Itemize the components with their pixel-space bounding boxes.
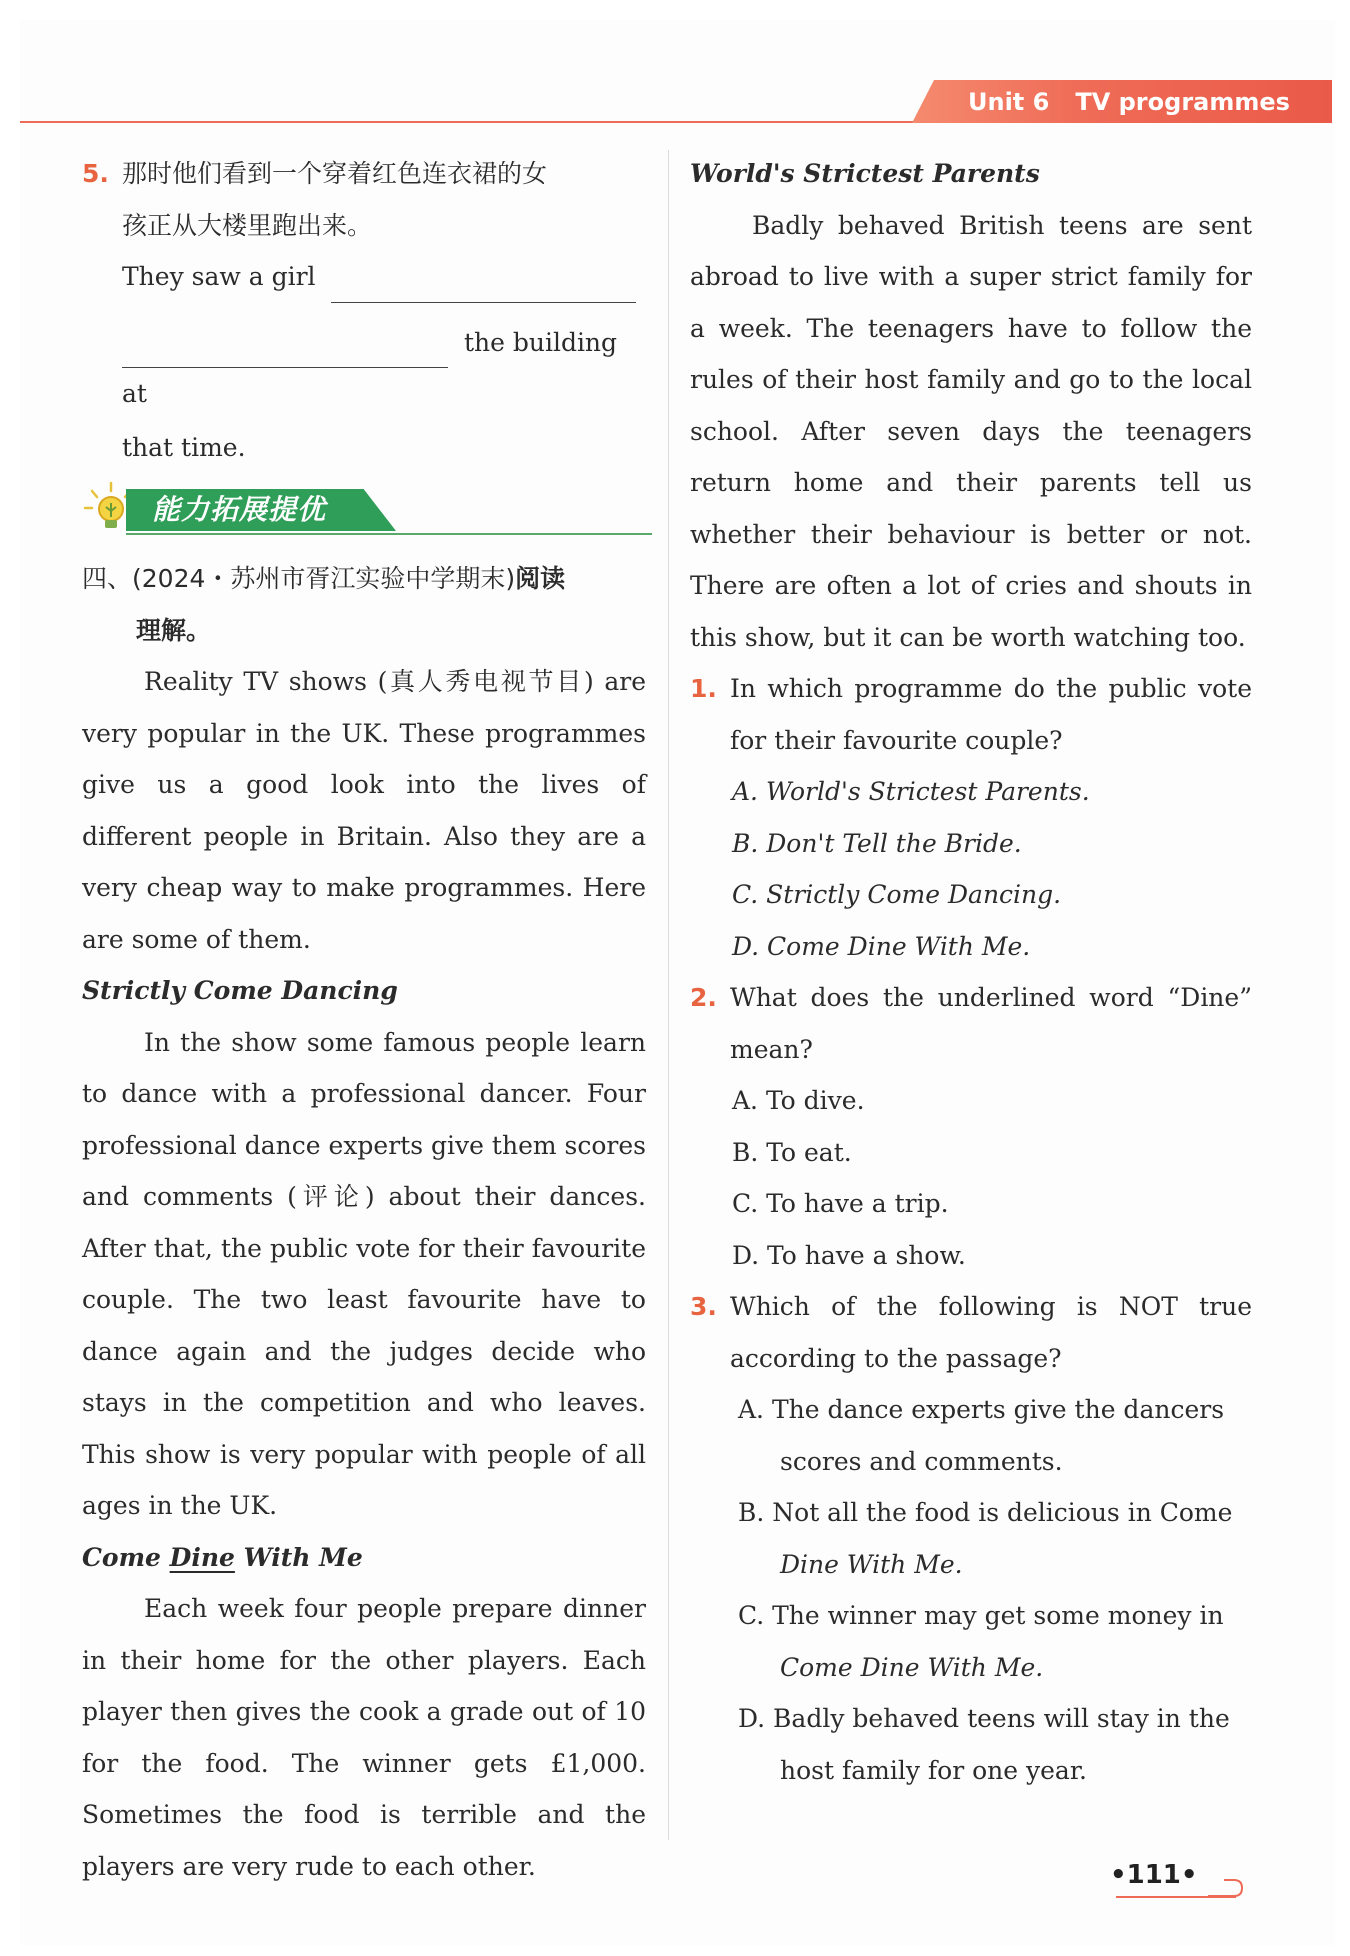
option-3a[interactable] [690,1384,1252,1487]
page-number: •111• [1110,1860,1198,1890]
dine-title-a: Come [82,1542,170,1572]
question-stem: Which of the following is NOT true according to the passage? [730,1292,1252,1373]
option-line: B. Not all the food is delicious in Come [738,1498,1233,1527]
q5-english-line3: that time. [122,432,246,462]
column-divider [668,150,669,1840]
section-title-parents: World's Strictest Parents [690,159,1040,188]
question-stem: In which programme do the public vote for their favourite couple? [730,674,1252,755]
section-four-type-cont: 理解。 [136,615,212,645]
option-line: A. The dance experts give the dancers [738,1395,1225,1424]
banner-rule [126,533,652,535]
passage-parents: Badly behaved British teens are sent abroad to live with a super strict family for a week. The teenagers have to follow the rules of their host family and go to the local school. After seven days the teenagers return home and their parents tell us whether their behaviour is better or not. There are often a lot of cries and shouts in this show, but it can be worth watching too. [690,210,1252,652]
question-1 [690,663,1252,766]
question-number: 2. [690,983,717,1012]
section-title-strictly: Strictly Come Dancing [82,976,398,1005]
dine-underlined-word: Dine [169,1542,235,1572]
option-1d[interactable]: D. Come Dine With Me. [732,931,1031,961]
q5-chinese-line1: 那时他们看到一个穿着红色连衣裙的女 [122,159,548,188]
passage-dine: Each week four people prepare dinner in their home for the other players. Each player then gives the cook a grade out of 10 for the food. The winner gets £1,000. Sometimes the food is terrible and the players are very rude to each other. [82,1594,646,1881]
option-2b[interactable]: B. To eat. [732,1137,852,1167]
unit-label: Unit 6 [968,88,1050,116]
option-line: D. Badly behaved teens will stay in the [738,1704,1230,1733]
option-line: Come Dine With Me. [780,1652,1044,1682]
left-column [82,148,646,1892]
page-curl-icon [1204,1870,1244,1900]
right-column [690,148,1252,1796]
option-2d[interactable]: D. To have a show. [732,1240,966,1270]
passage-strictly: In the show some famous people learn to dance with a professional dancer. Four professional dance experts give them scores and comments (评论) about their dances. After that, the public vote for their favourite couple. The two least favourite have to dance again and the judges decide who stays in the competition and who leaves. This show is very popular with people of all ages in the UK. [82,1027,646,1520]
option-line: scores and comments. [780,1446,1063,1476]
section-four-source: 四、(2024・苏州市胥江实验中学期末) [82,564,516,593]
question-stem: What does the underlined word “Dine” mean? [730,983,1252,1064]
question-number: 1. [690,674,717,703]
answer-blank-1[interactable] [331,270,636,303]
skill-banner [82,479,646,539]
unit-title: TV programmes [1075,88,1290,116]
q5-english-line1 [122,251,646,303]
option-1a[interactable]: A. World's Strictest Parents. [732,777,1090,806]
option-line: Dine With Me. [780,1549,963,1579]
q5-en-middle: the building at [122,327,618,408]
option-1c[interactable]: C. Strictly Come Dancing. [732,880,1062,909]
option-3c[interactable] [690,1590,1252,1693]
option-line: C. The winner may get some money in [738,1601,1224,1630]
option-3b[interactable] [690,1487,1252,1590]
question-number: 3. [690,1292,717,1321]
option-1b[interactable]: B. Don't Tell the Bride. [732,828,1022,858]
question-5 [82,148,646,473]
option-2a[interactable]: A. To dive. [732,1086,865,1115]
question-number: 5. [82,159,109,188]
banner-title: 能力拓展提优 [152,493,327,526]
section-title-dine [82,1532,646,1584]
answer-blank-2[interactable] [122,335,448,368]
option-3d[interactable] [690,1693,1252,1796]
q5-en-prefix: They saw a girl [122,262,316,291]
header-label [968,84,1290,120]
dine-title-c: With Me [234,1542,363,1572]
section-four-type: 阅读 [515,564,566,593]
question-2 [690,972,1252,1075]
option-line: host family for one year. [780,1755,1087,1785]
q5-english-line2 [122,317,646,420]
option-2c[interactable]: C. To have a trip. [732,1189,949,1218]
question-3 [690,1281,1252,1384]
section-four-heading [82,553,646,656]
passage-intro: Reality TV shows (真人秀电视节目) are very popular in the UK. These programmes give us a good look into the lives of different people in Britain. Also they are a very cheap way to make programmes. Here are some of them. [82,667,646,954]
q5-chinese-line2: 孩正从大楼里跑出来。 [122,210,373,240]
